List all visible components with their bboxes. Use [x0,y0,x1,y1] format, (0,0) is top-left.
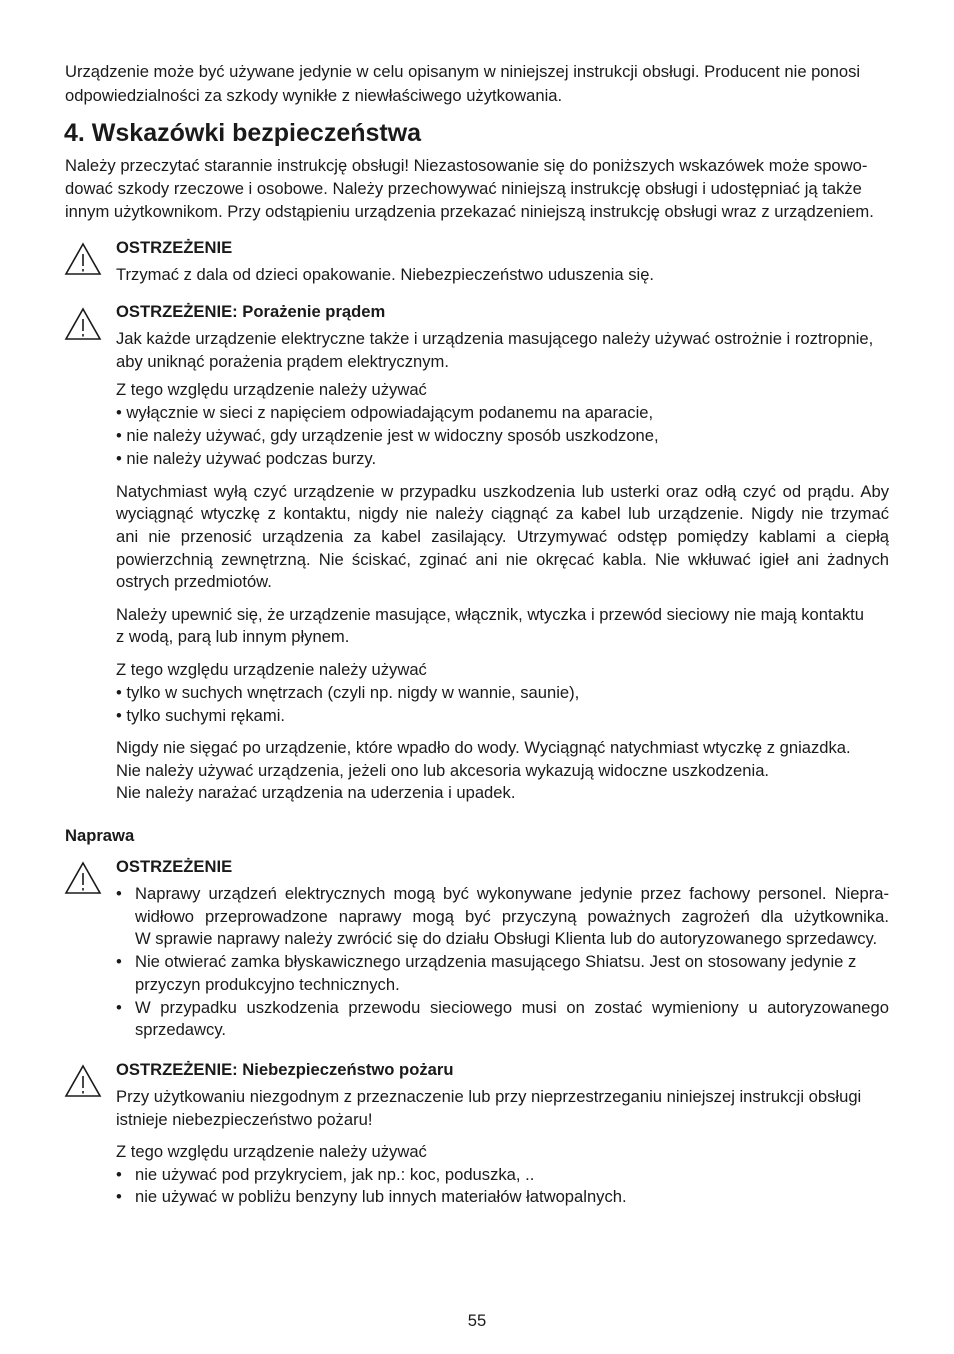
warning-triangle-icon [64,242,102,276]
bullet-marker: • [116,1165,122,1184]
bullet-marker: • [116,998,122,1017]
warning-text: Jak każde urządzenie elektryczne także i urządzenia masującego należy używać ostrożnie i roztropnie, [116,329,874,348]
list-item: • wyłącznie w sieci z napięciem odpowiadającym podanemu na aparacie, [116,403,654,422]
list-item: • nie należy używać podczas burzy. [116,449,377,468]
bullet-text: W sprawie naprawy należy zwrócić się do działu Obsługi Klienta lub do autoryzowanego sprzedawcy. [135,929,878,948]
paragraph-line: powierzchnią zewnętrzną. Nie ściskać, zginać ani nie okręcać kabla. Nie wkłuwać igieł ani żadnych [116,550,889,569]
bullet-text: sprzedawcy. [135,1020,226,1039]
section-title: 4. Wskazówki bezpieczeństwa [64,119,422,147]
paragraph-line: ani nie przenosić urządzenia za kabel zasilający. Utrzymywać odstęp pomiędzy kablami a ciepłą [116,527,889,546]
list-item: • nie należy używać, gdy urządzenie jest w widoczny sposób uszkodzone, [116,426,659,445]
bullet-marker: • [116,1187,122,1206]
warning-title: OSTRZEŻENIE: Niebezpieczeństwo pożaru [116,1060,454,1079]
section-intro-line: dować szkody rzeczowe i osobowe. Należy przechowywać niniejszą instrukcję obsługi i udostępniać ją także [65,179,862,198]
paragraph-line: wyciągnąć wtyczkę z kontaktu, nigdy nie należy ciągnąć za kabel lub urządzenie. Nigdy nie trzymać [116,504,889,523]
bullet-text: widłowo przeprowadzone naprawy mogą być przyczyną poważnych zagrożeń dla użytkownika. [135,907,889,926]
bullet-text: przyczyn produkcyjno technicznych. [135,975,400,994]
page-number: 55 [467,1311,487,1330]
paragraph-line: z wodą, parą lub innym płynem. [116,627,350,646]
list-intro: Z tego względu urządzenie należy używać [116,1142,427,1161]
paragraph-line: Nie należy narażać urządzenia na uderzenia i upadek. [116,783,516,802]
paragraph-line: Natychmiast wyłą czyć urządzenie w przypadku uszkodzenia lub usterki oraz odłą czyć od prądu. Aby [116,482,889,501]
paragraph-line: ostrych przedmiotów. [116,572,272,591]
bullet-text: Nie otwierać zamka błyskawicznego urządzenia masującego Shiatsu. Jest on stosowany jedynie z [135,952,857,971]
warning-title: OSTRZEŻENIE [116,857,233,876]
section-intro-line: Należy przeczytać starannie instrukcję obsługi! Niezastosowanie się do poniższych wskazówek może spowo- [65,156,868,175]
bullet-marker: • [116,952,122,971]
intro-line: odpowiedzialności za szkody wynikłe z niewłaściwego użytkowania. [65,86,563,105]
warning-triangle-icon [64,1064,102,1098]
bullet-text: nie używać pod przykryciem, jak np.: koc, poduszka, .. [135,1165,535,1184]
paragraph-line: Nie należy używać urządzenia, jeżeli ono lub akcesoria wykazują widoczne uszkodzenia. [116,761,770,780]
bullet-text: nie używać w pobliżu benzyny lub innych materiałów łatwopalnych. [135,1187,627,1206]
intro-line: Urządzenie może być używane jedynie w celu opisanym w niniejszej instrukcji obsługi. Producent nie ponosi [65,62,861,81]
warning-triangle-icon [64,307,102,341]
warning-title: OSTRZEŻENIE [116,238,233,257]
bullet-marker: • [116,884,122,903]
paragraph-line: Nigdy nie sięgać po urządzenie, które wpadło do wody. Wyciągnąć natychmiast wtyczkę z gniazdka. [116,738,851,757]
list-item: • tylko w suchych wnętrzach (czyli np. nigdy w wannie, saunie), [116,683,580,702]
bullet-text: W przypadku uszkodzenia przewodu sieciowego musi on zostać wymieniony u autoryzowanego [135,998,889,1017]
list-item: • tylko suchymi rękami. [116,706,286,725]
warning-text: aby uniknąć porażenia prądem elektrycznym. [116,352,449,371]
warning-text: istnieje niebezpieczeństwo pożaru! [116,1110,373,1129]
list-intro: Z tego względu urządzenie należy używać [116,660,427,679]
subsection-heading: Naprawa [65,826,135,845]
section-intro-line: innym użytkownikom. Przy odstąpieniu urządzenia przekazać niniejszą instrukcję obsługi wraz z urządzeniem. [65,202,874,221]
warning-triangle-icon [64,861,102,895]
warning-title: OSTRZEŻENIE: Porażenie prądem [116,302,386,321]
paragraph-line: Należy upewnić się, że urządzenie masujące, włącznik, wtyczka i przewód sieciowy nie mają kontaktu [116,605,864,624]
warning-text: Przy użytkowaniu niezgodnym z przeznaczenie lub przy nieprzestrzeganiu niniejszej instrukcji obsługi [116,1087,862,1106]
bullet-text: Naprawy urządzeń elektrycznych mogą być wykonywane jedynie przez fachowy personel. Niepra- [135,884,889,903]
warning-text: Trzymać z dala od dzieci opakowanie. Niebezpieczeństwo uduszenia się. [116,265,655,284]
list-intro: Z tego względu urządzenie należy używać [116,380,427,399]
